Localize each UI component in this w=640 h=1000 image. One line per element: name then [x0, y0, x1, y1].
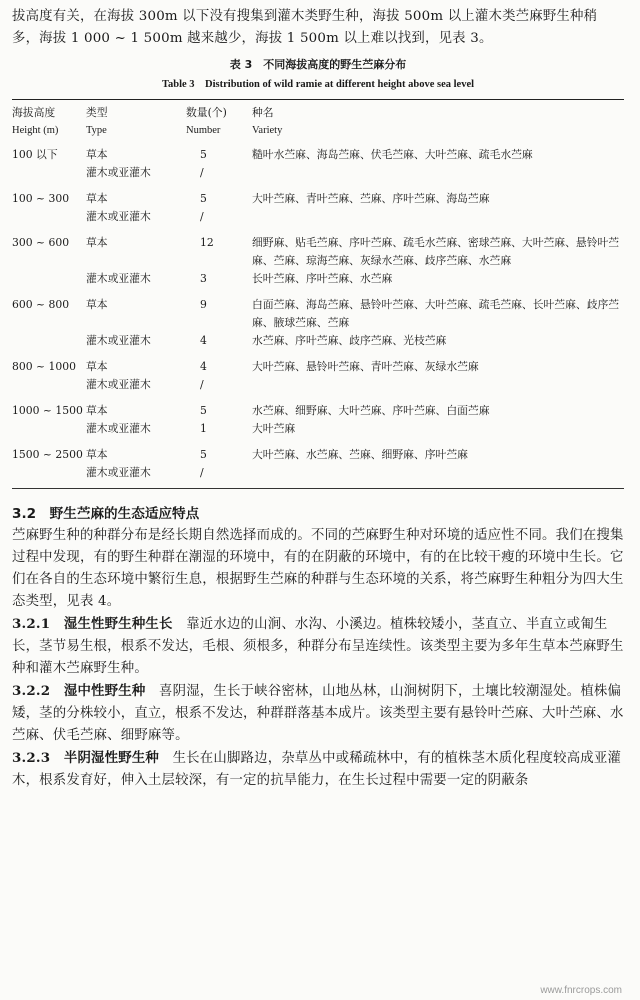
header-height-en: Height (m) — [12, 125, 59, 136]
cell-type: 灌木或亚灌木 — [86, 378, 151, 391]
cell-height — [12, 164, 86, 182]
subsection-2-title: 3.2.2 湿中性野生种 — [12, 683, 146, 699]
cell-height — [12, 332, 86, 350]
subsection-1 — [12, 613, 624, 680]
cell-height: 600 ~ 800 — [12, 298, 70, 311]
cell-variety: 糙叶水苎麻、海岛苎麻、伏毛苎麻、大叶苎麻、疏毛水苎麻 — [252, 148, 533, 161]
cell-number: / — [200, 210, 204, 223]
subsection-2-body: 喜阴湿，生长于峡谷密林，山地丛林，山涧树阴下，土壤比较潮湿处。植株偏矮，茎的分株较小，直立，根系不发达，种群群落基本成片。该类型主要有悬铃叶苎麻、大叶苎麻、水苎麻、伏毛苎麻、细野麻等。 — [12, 684, 624, 743]
cell-variety: 细野麻、贴毛苎麻、序叶苎麻、疏毛水苎麻、密球苎麻、大叶苎麻、悬铃叶苎麻、苎麻、琼海苎麻、灰绿水苎麻、歧序苎麻、水苎麻 — [252, 236, 620, 267]
cell-height: 100 ~ 300 — [12, 192, 70, 205]
table-row — [12, 270, 624, 288]
cell-number: 12 — [200, 236, 214, 249]
subsection-2 — [12, 680, 624, 747]
cell-variety: 大叶苎麻 — [252, 422, 296, 435]
header-type-cn: 类型 — [86, 106, 108, 119]
header-height — [12, 100, 86, 140]
cell-variety: 大叶苎麻、水苎麻、苎麻、细野麻、序叶苎麻 — [252, 448, 468, 461]
cell-height — [12, 208, 86, 226]
cell-type: 草本 — [86, 448, 108, 461]
table-row — [12, 394, 624, 420]
cell-type: 灌木或亚灌木 — [86, 422, 151, 435]
cell-number: / — [200, 378, 204, 391]
cell-number: / — [200, 466, 204, 479]
table-row — [12, 288, 624, 332]
cell-type: 草本 — [86, 236, 108, 249]
header-type — [86, 100, 186, 140]
header-variety-en: Variety — [252, 125, 283, 136]
cell-variety — [252, 464, 624, 482]
table-row — [12, 140, 624, 164]
cell-type: 草本 — [86, 404, 108, 417]
table-body — [12, 140, 624, 482]
table-caption-cn: 表 3 不同海拔高度的野生苎麻分布 — [229, 58, 407, 71]
subsection-1-title: 3.2.1 湿生性野生种生长 — [12, 616, 173, 632]
subsection-1-body: 靠近水边的山涧、水沟、小溪边。植株较矮小，茎直立、半直立或匍生长，茎节易生根，根系不发达，毛根、须根多，种群分布呈连续性。该类型主要为多年生草本苎麻野生种和灌木苎麻野生种。 — [12, 617, 624, 676]
table-row — [12, 420, 624, 438]
cell-type: 草本 — [86, 298, 108, 311]
table-row — [12, 226, 624, 270]
cell-number: 9 — [200, 298, 207, 311]
cell-height: 300 ~ 600 — [12, 236, 70, 249]
subsection-3-title: 3.2.3 半阴湿性野生种 — [12, 750, 159, 766]
table-bottom-rule — [12, 488, 624, 489]
distribution-table — [12, 100, 624, 482]
cell-number: 5 — [200, 448, 207, 461]
table-row — [12, 164, 624, 182]
header-number-en: Number — [186, 125, 221, 136]
cell-height — [12, 464, 86, 482]
header-variety — [252, 100, 624, 140]
cell-type: 灌木或亚灌木 — [86, 210, 151, 223]
watermark: www.fnrcrops.com — [540, 985, 622, 996]
cell-number: 5 — [200, 148, 207, 161]
table-row — [12, 332, 624, 350]
section-paragraph: 苎麻野生种的种群分布是经长期自然选择而成的。不同的苎麻野生种对环境的适应性不同。我们在搜集过程中发现，有的野生种群在潮湿的环境中，有的在阴蔽的环境中，有的在比较干瘦的环境中生长。它们在各自的生态环境中繁衍生息，根据野生苎麻的种群与生态环境的关系，将苎麻野生种粗分为四大生态类型，见表 4。 — [12, 528, 624, 609]
intro-text: 拔高度有关，在海拔 300m 以下没有搜集到灌木类野生种，海拔 500m 以上灌木类苎麻野生种稍多，海拔 1 000 ~ 1 500m 越来越少，海拔 1 500m 以上难以找到，见表 3。 — [12, 9, 598, 46]
table-row — [12, 464, 624, 482]
cell-type: 灌木或亚灌木 — [86, 334, 151, 347]
cell-height: 1000 ~ 1500 — [12, 404, 83, 417]
header-height-cn: 海拔高度 — [12, 106, 56, 119]
cell-height — [12, 270, 86, 288]
cell-number: 4 — [200, 360, 207, 373]
cell-type: 草本 — [86, 192, 108, 205]
cell-variety — [252, 164, 624, 182]
cell-height: 1500 ~ 2500 — [12, 448, 83, 461]
section-body — [12, 525, 624, 792]
cell-number: / — [200, 166, 204, 179]
cell-variety: 水苎麻、细野麻、大叶苎麻、序叶苎麻、白面苎麻 — [252, 404, 490, 417]
cell-number: 5 — [200, 192, 207, 205]
table-header — [12, 100, 624, 140]
cell-number: 5 — [200, 404, 207, 417]
table-row — [12, 182, 624, 208]
header-variety-cn: 种名 — [252, 106, 274, 119]
table-row — [12, 208, 624, 226]
table-row — [12, 376, 624, 394]
header-number — [186, 100, 252, 140]
cell-height: 800 ~ 1000 — [12, 360, 76, 373]
header-type-en: Type — [86, 125, 107, 136]
cell-variety: 大叶苎麻、青叶苎麻、苎麻、序叶苎麻、海岛苎麻 — [252, 192, 490, 205]
cell-type: 灌木或亚灌木 — [86, 466, 151, 479]
subsection-3-body: 生长在山脚路边，杂草丛中或稀疏林中，有的植株茎木质化程度较高成亚灌木，根系发育好，伸入土层较深，有一定的抗旱能力，在生长过程中需要一定的阴蔽条 — [12, 751, 622, 788]
cell-height — [12, 420, 86, 438]
cell-height: 100 以下 — [12, 148, 58, 161]
cell-type: 灌木或亚灌木 — [86, 272, 151, 285]
cell-number: 1 — [200, 422, 207, 435]
section-heading: 3.2 野生苎麻的生态适应特点 — [12, 506, 200, 522]
subsection-3 — [12, 747, 624, 792]
intro-paragraph — [12, 6, 624, 50]
table-row — [12, 350, 624, 376]
cell-variety: 水苎麻、序叶苎麻、歧序苎麻、光枝苎麻 — [252, 334, 447, 347]
cell-variety: 白面苎麻、海岛苎麻、悬铃叶苎麻、大叶苎麻、疏毛苎麻、长叶苎麻、歧序苎麻、腋球苎麻、苎麻 — [252, 298, 620, 329]
cell-type: 灌木或亚灌木 — [86, 166, 151, 179]
cell-variety — [252, 376, 624, 394]
cell-type: 草本 — [86, 148, 108, 161]
cell-height — [12, 376, 86, 394]
header-number-cn: 数量(个) — [186, 106, 227, 119]
cell-number: 4 — [200, 334, 207, 347]
cell-type: 草本 — [86, 360, 108, 373]
cell-variety: 长叶苎麻、序叶苎麻、水苎麻 — [252, 272, 393, 285]
cell-number: 3 — [200, 272, 207, 285]
table-row — [12, 438, 624, 464]
cell-variety — [252, 208, 624, 226]
table-caption-en: Table 3 Distribution of wild ramie at different height above sea level — [161, 79, 475, 90]
cell-variety: 大叶苎麻、悬铃叶苎麻、青叶苎麻、灰绿水苎麻 — [252, 360, 479, 373]
